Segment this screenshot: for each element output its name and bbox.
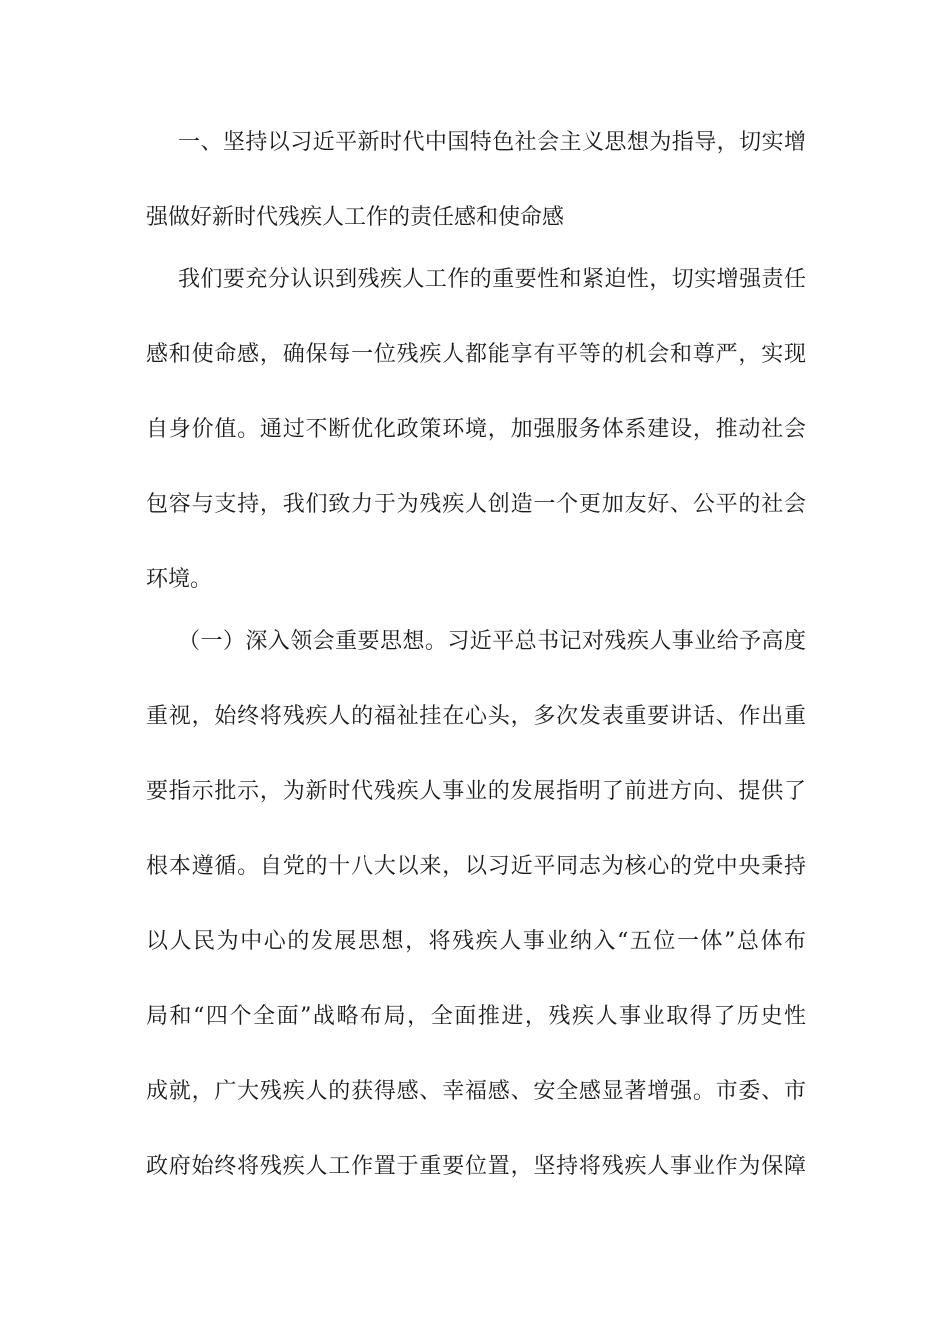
paragraph-2-line-2: 重视，始终将残疾人的福祉挂在心头，多次发表重要讲话、作出重: [146, 704, 806, 729]
paragraph-2-line-4: 根本遵循。自党的十八大以来，以习近平同志为核心的党中央秉持: [146, 854, 806, 879]
paragraph-1-line-1: 我们要充分认识到残疾人工作的重要性和紧迫性，切实增强责任: [178, 267, 806, 292]
paragraph-1-line-4: 包容与支持，我们致力于为残疾人创造一个更加友好、公平的社会: [146, 492, 806, 517]
paragraph-2-line-1: （一）深入领会重要思想。习近平总书记对残疾人事业给予高度: [178, 629, 806, 654]
paragraph-2-line-8: 政府始终将残疾人工作置于重要位置，坚持将残疾人事业作为保障: [146, 1154, 806, 1179]
heading-line-2: 强做好新时代残疾人工作的责任感和使命感: [146, 205, 565, 230]
paragraph-2-line-6: 局和“四个全面”战略布局，全面推进，残疾人事业取得了历史性: [146, 1004, 806, 1029]
paragraph-2-line-3: 要指示批示，为新时代残疾人事业的发展指明了前进方向、提供了: [146, 779, 806, 804]
paragraph-1-line-2: 感和使命感，确保每一位残疾人都能享有平等的机会和尊严，实现: [146, 342, 806, 367]
heading-line-1: 一、坚持以习近平新时代中国特色社会主义思想为指导，切实增: [178, 130, 806, 155]
paragraph-2-line-5: 以人民为中心的发展思想，将残疾人事业纳入“五位一体”总体布: [146, 929, 806, 954]
paragraph-1-line-3: 自身价值。通过不断优化政策环境，加强服务体系建设，推动社会: [146, 417, 806, 442]
paragraph-1-line-5: 环境。: [146, 567, 213, 592]
paragraph-2-line-7: 成就，广大残疾人的获得感、幸福感、安全感显著增强。市委、市: [146, 1079, 806, 1104]
